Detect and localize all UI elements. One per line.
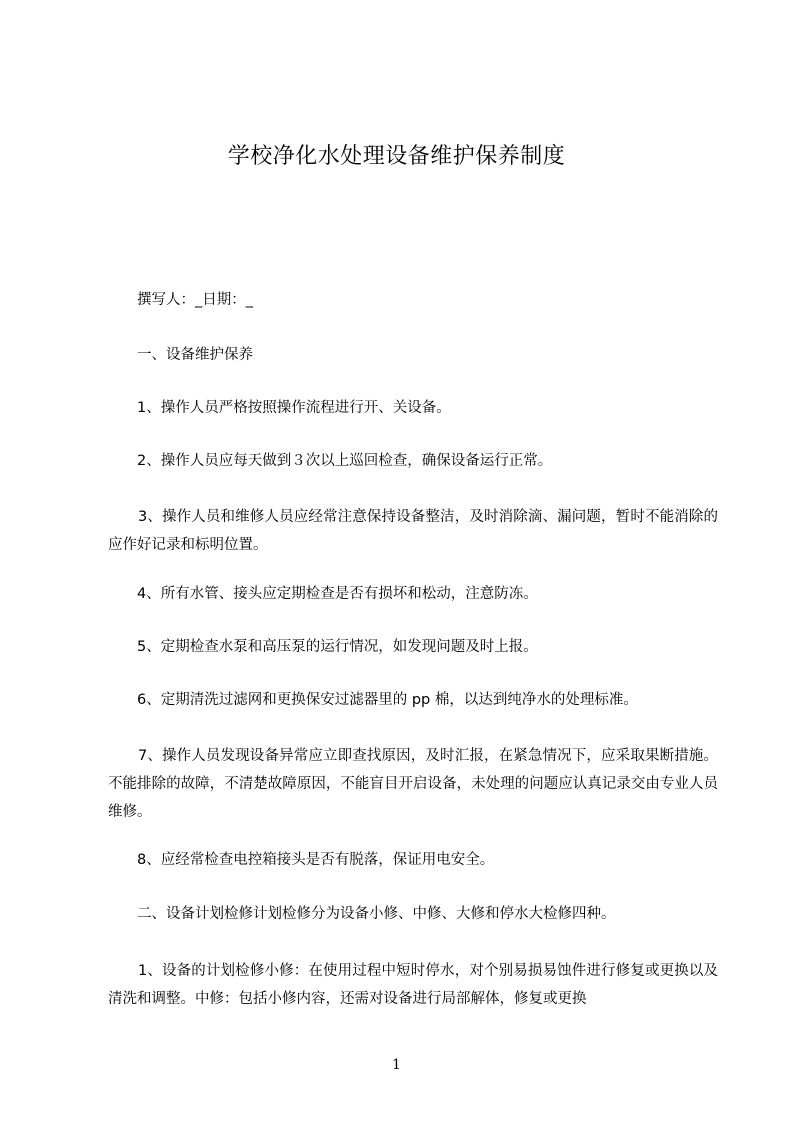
paragraph-item-8: 8、应经常检查电控箱接头是否有脱落，保证用电安全。 xyxy=(137,852,495,868)
section-heading-planned-repair: 二、设备计划检修计划检修分为设备小修、中修、大修和停水大检修四种。 xyxy=(137,906,616,922)
paragraph-item-2: 2、操作人员应每天做到３次以上巡回检查，确保设备运行正常。 xyxy=(137,453,553,469)
author-date-line: 撰写人：_日期：_ xyxy=(137,292,253,308)
paragraph-item-6: 6、定期清洗过滤网和更换保安过滤器里的 pp 棉，以达到纯净水的处理标准。 xyxy=(137,692,638,708)
section-heading-maintenance: 一、设备维护保养 xyxy=(137,347,253,363)
page-number: 1 xyxy=(392,1057,401,1073)
paragraph-item-5: 5、定期检查水泵和高压泵的运行情况，如发现问题及时上报。 xyxy=(137,639,538,655)
paragraph-item-7 xyxy=(108,742,718,826)
paragraph-item-7-text: 7、操作人员发现设备异常应立即查找原因，及时汇报，在紧急情况下，应采取果断措施。不能排除的故障，不清楚故障原因，不能盲目开启设备，未处理的问题应认真记录交由专业人员维修。 xyxy=(108,748,718,820)
paragraph-item-4: 4、所有水管、接头应定期检查是否有损坏和松动，注意防冻。 xyxy=(137,586,538,602)
paragraph-section2-item-1 xyxy=(108,957,718,1013)
document-title: 学校净化水处理设备维护保养制度 xyxy=(227,144,566,169)
paragraph-item-1: 1、操作人员严格按照操作流程进行开、关设备。 xyxy=(137,400,451,416)
paragraph-section2-item-1-text: 1、设备的计划检修小修：在使用过程中短时停水，对个别易损易蚀件进行修复或更换以及清洗和调整。中修：包括小修内容，还需对设备进行局部解体，修复或更换 xyxy=(108,963,718,1007)
paragraph-item-3-text: 3、操作人员和维修人员应经常注意保持设备整洁，及时消除滴、漏问题，暂时不能消除的应作好记录和标明位置。 xyxy=(108,509,718,553)
paragraph-item-3 xyxy=(108,503,718,559)
